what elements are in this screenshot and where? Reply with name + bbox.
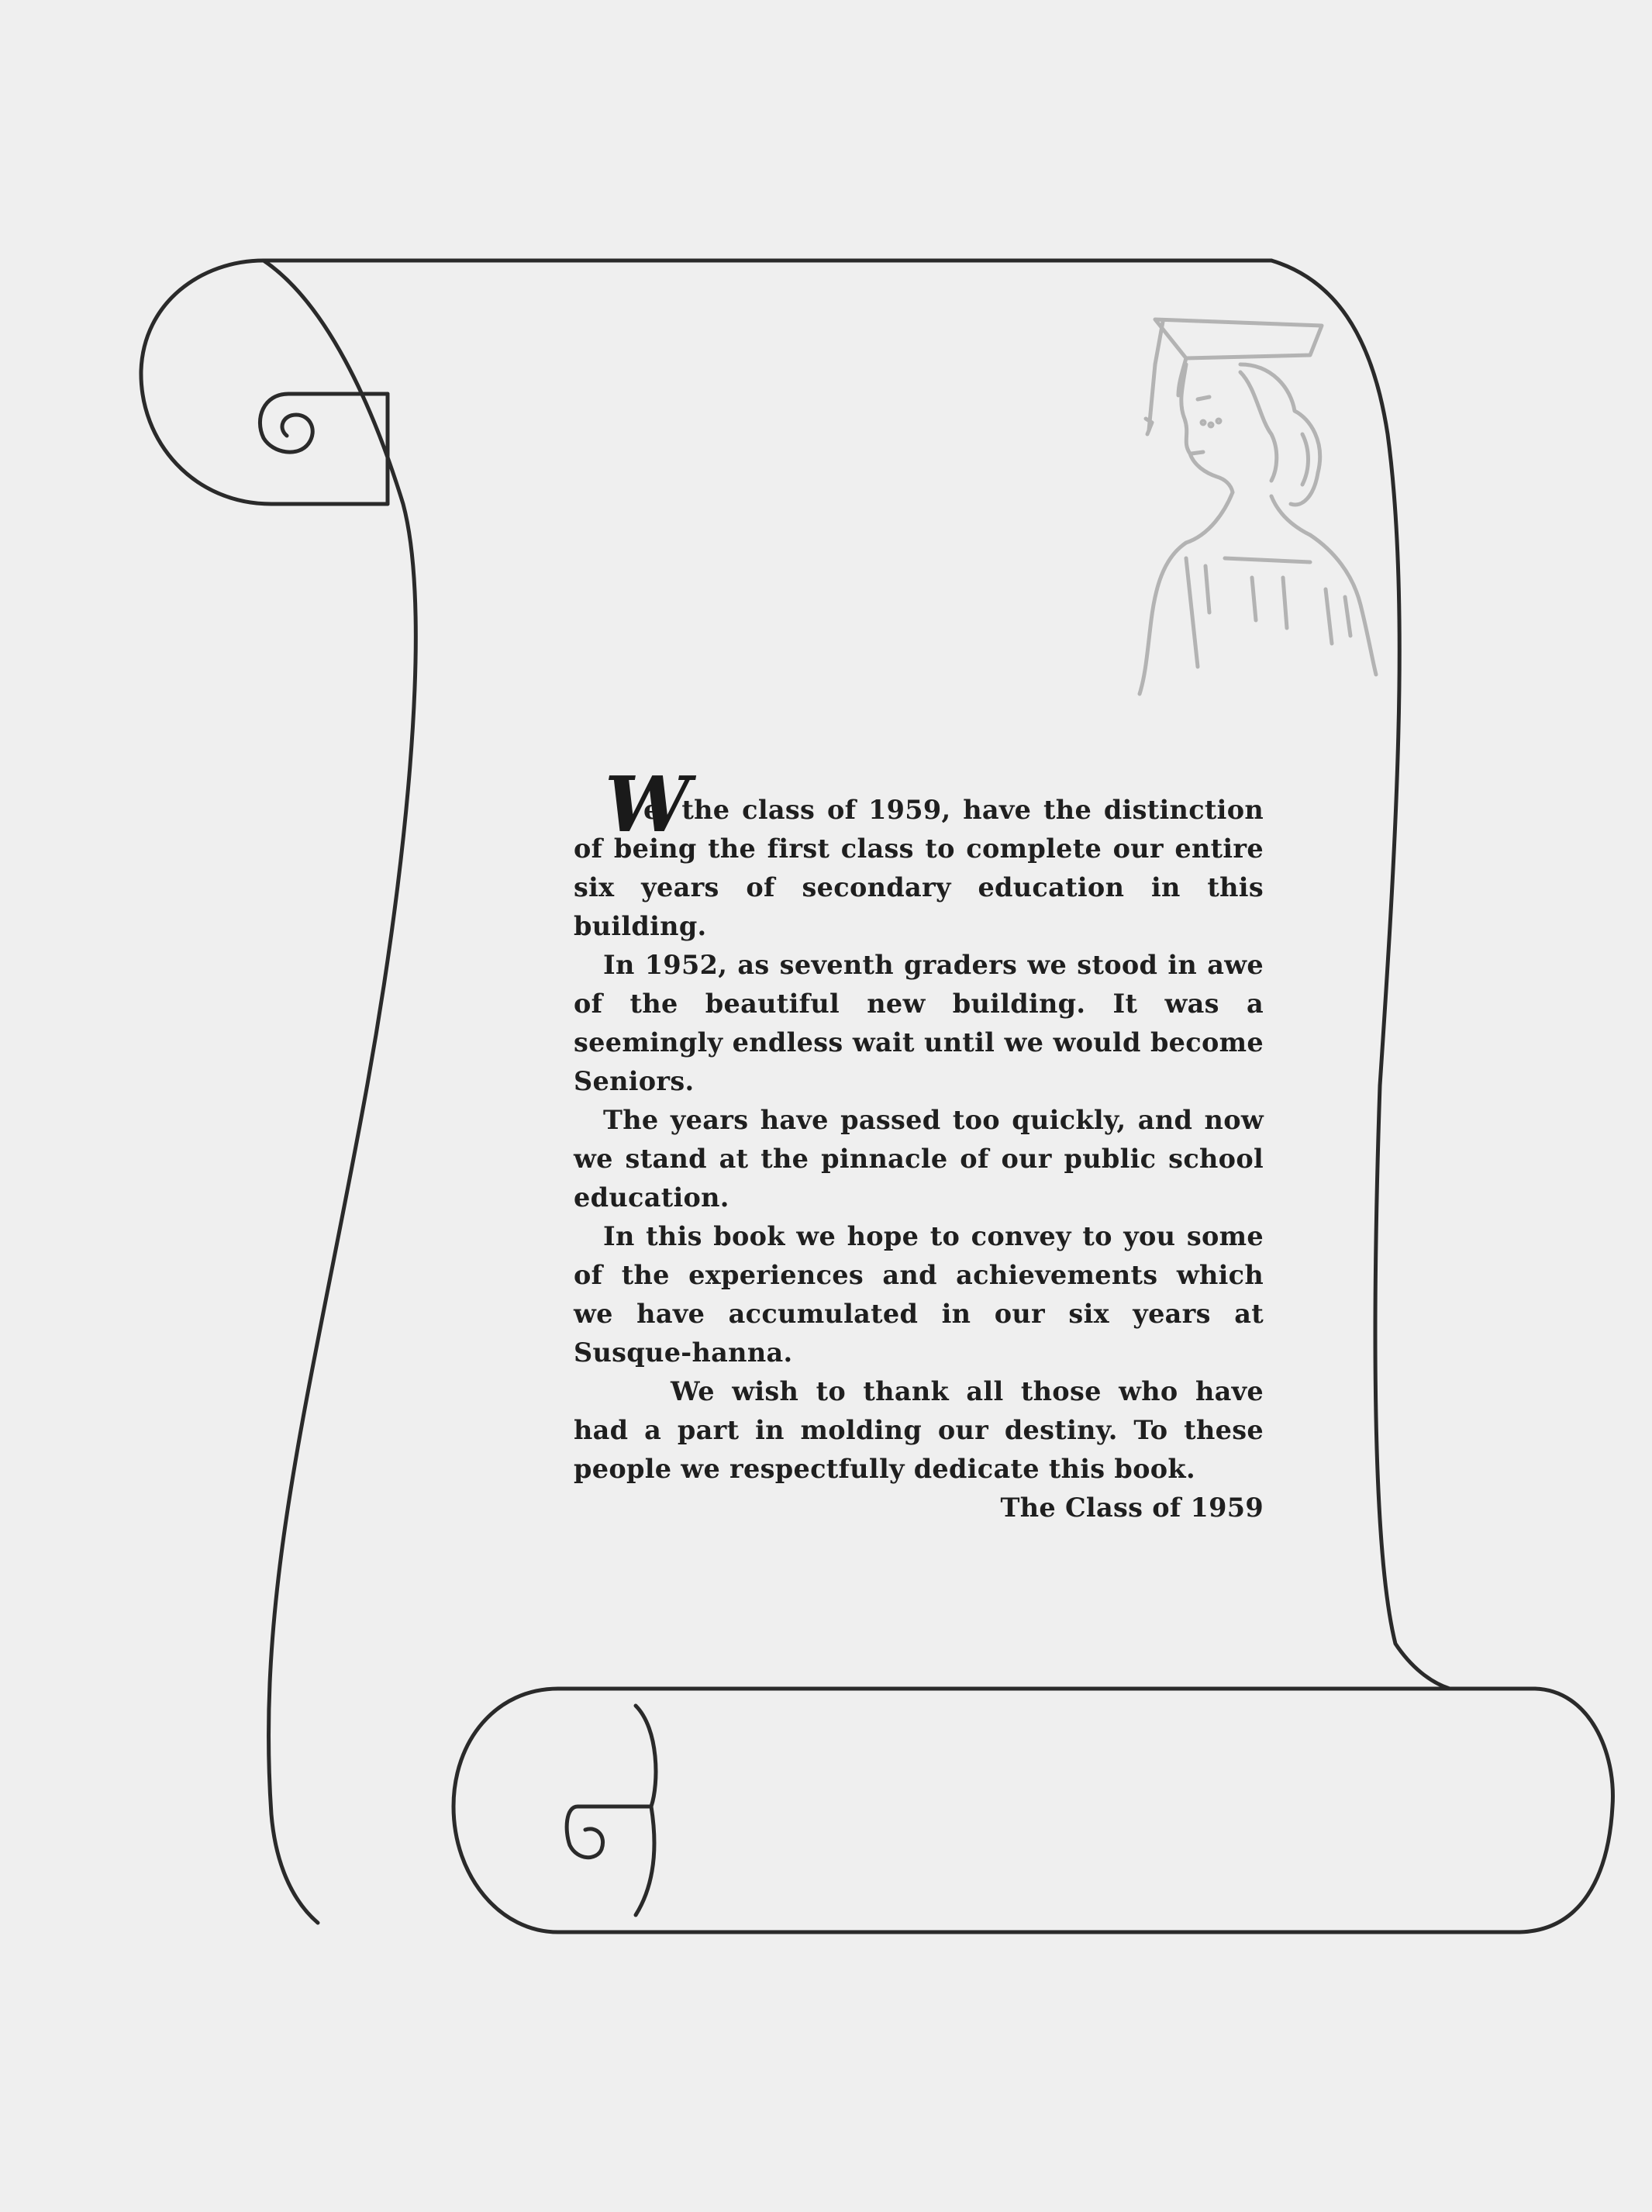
paragraph-1-text: e, the class of 1959, have the distinction of being the first class to complete our entire six years of secondary education in this building.: [574, 795, 1264, 941]
dedication-paragraph-4: In this book we hope to convey to you some of the experiences and achievements which we have accumulated in our six years at Susque-hanna.: [574, 1221, 1264, 1368]
drop-cap: W: [605, 761, 686, 850]
signature: The Class of 1959: [1000, 1492, 1264, 1523]
dedication-paragraph-5: We wish to thank all those who have had a part in molding our destiny. To these people we respectfully dedicate this book.: [574, 1376, 1264, 1484]
dedication-paragraph-2: In 1952, as seventh graders we stood in awe of the beautiful new building. It was a seemingly endless wait until we would become Seniors.: [574, 950, 1264, 1096]
dedication-paragraph-1: [574, 761, 1264, 946]
dedication-text: [574, 761, 1264, 1527]
dedication-paragraph-3: The years have passed too quickly, and now we stand at the pinnacle of our public school education.: [574, 1105, 1264, 1213]
graduate-sketch-icon: [1140, 319, 1376, 694]
